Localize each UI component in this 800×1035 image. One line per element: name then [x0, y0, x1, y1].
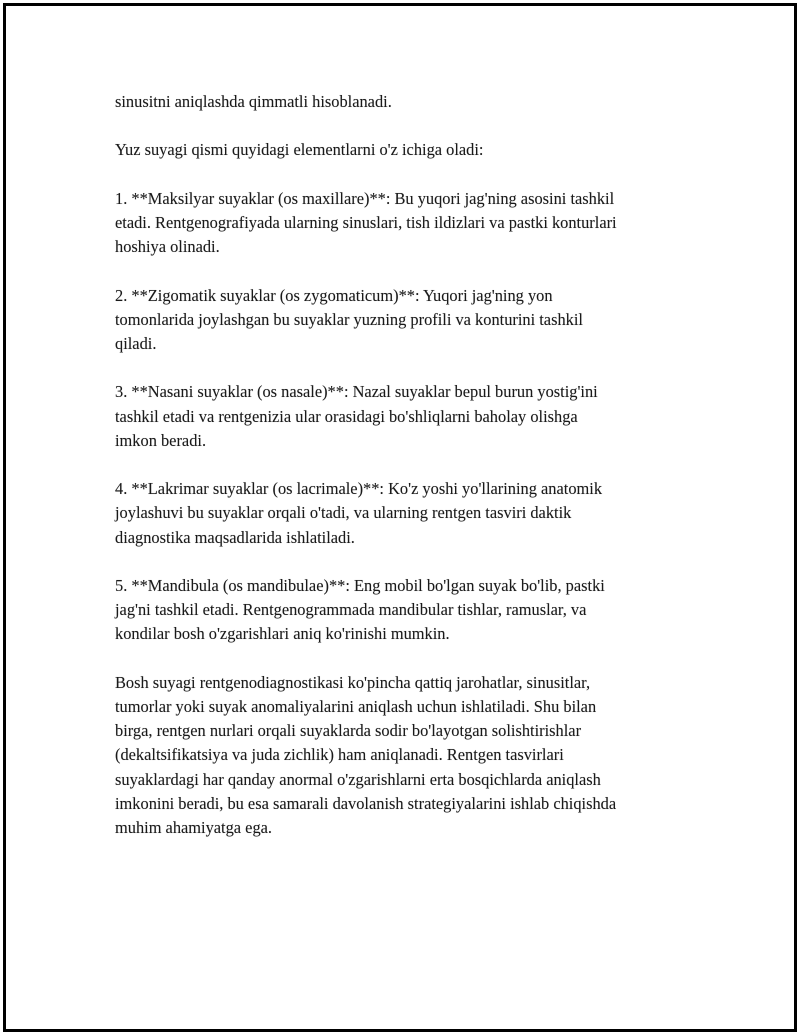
text-line: diagnostika maqsadlarida ishlatiladi. — [115, 527, 355, 547]
text-line: 1. **Maksilyar suyaklar (os maxillare)**: Bu yuqori jag'ning asosini tashkil — [115, 188, 615, 208]
text-line: etadi. Rentgenografiyada ularning sinuslari, tish ildizlari va pastki konturlari — [115, 212, 617, 232]
text-line: tomonlarida joylashgan bu suyaklar yuzning profili va konturini tashkil — [115, 309, 583, 329]
text-line: tashkil etadi va rentgenizia ular orasidagi bo'shliqlarni baholay olishga — [115, 406, 578, 426]
text-line: joylashuvi bu suyaklar orqali o'tadi, va ularning rentgen tasviri daktik — [115, 503, 572, 523]
text-line: sinusitni aniqlashda qimmatli hisoblanadi. — [115, 92, 392, 111]
text-line: 2. **Zigomatik suyaklar (os zygomaticum)**: Yuqori jag'ning yon — [115, 285, 553, 305]
text-line: 4. **Lakrimar suyaklar (os lacrimale)**: Ko'z yoshi yo'llarining anatomik — [115, 479, 603, 499]
text-line: Yuz suyagi qismi quyidagi elementlarni o'z ichiga oladi: — [115, 140, 484, 160]
paragraph-conclusion — [115, 671, 695, 840]
text-line: suyaklardagi har qanday anormal o'zgarishlarni erta bosqichlarda aniqlash — [115, 769, 601, 789]
text-line: imkon beradi. — [115, 430, 207, 450]
paragraph-item-nasal — [115, 380, 695, 453]
text-line: (dekaltsifikatsiya va juda zichlik) ham aniqlanadi. Rentgen tasvirlari — [115, 745, 564, 765]
text-line: muhim ahamiyatga ega. — [115, 817, 273, 837]
text-line: qiladi. — [115, 333, 157, 353]
text-line: 3. **Nasani suyaklar (os nasale)**: Nazal suyaklar bepul burun yostig'ini — [115, 382, 598, 402]
paragraph-item-mandible — [115, 574, 695, 647]
text-line: 5. **Mandibula (os mandibulae)**: Eng mobil bo'lgan suyak bo'lib, pastki — [115, 575, 605, 595]
paragraph-item-lacrimal — [115, 477, 695, 550]
paragraph-item-zygomatic — [115, 284, 695, 357]
paragraph-item-maxillary — [115, 187, 695, 260]
paragraph-list-intro — [115, 138, 695, 162]
text-line: birga, rentgen nurlari orqali suyaklarda sodir bo'layotgan solishtirishlar — [115, 721, 582, 741]
text-line: kondilar bosh o'zgarishlari aniq ko'rinishi mumkin. — [115, 624, 450, 644]
text-line: tumorlar yoki suyak anomaliyalarini aniqlash uchun ishlatiladi. Shu bilan — [115, 696, 597, 716]
text-line: Bosh suyagi rentgenodiagnostikasi ko'pincha qattiq jarohatlar, sinusitlar, — [115, 672, 591, 692]
paragraph-intro-continuation — [115, 90, 695, 114]
text-line: jag'ni tashkil etadi. Rentgenogrammada mandibular tishlar, ramuslar, va — [115, 600, 587, 620]
document-body — [115, 90, 695, 864]
text-line: imkonini beradi, bu esa samarali davolanish strategiyalarini ishlab chiqishda — [115, 793, 617, 813]
text-line: hoshiya olinadi. — [115, 237, 220, 257]
